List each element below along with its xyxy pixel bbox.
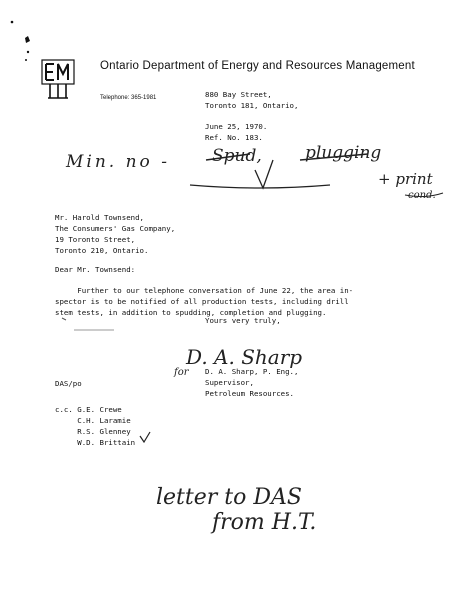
- handwritten-note-cond: cond.: [408, 190, 436, 201]
- closing: Yours very truly,: [205, 316, 281, 325]
- recipient-line-1: Mr. Harold Townsend,: [55, 213, 144, 222]
- handwritten-note-plugging: plugging: [305, 143, 382, 163]
- handwritten-note-min: Min. no -: [66, 152, 170, 172]
- body-line-2: spector is to be notified of all production tests, including drill: [55, 297, 349, 306]
- handwritten-bottom-line-1: letter to DAS: [156, 485, 302, 510]
- address-line-2: Toronto 181, Ontario,: [205, 101, 299, 110]
- handwritten-signature: D. A. Sharp: [186, 345, 303, 369]
- salutation: Dear Mr. Townsend:: [55, 265, 136, 274]
- signature-prefix: for: [174, 367, 189, 378]
- body-line-1: Further to our telephone conversation of June 22, the area in-: [55, 286, 354, 295]
- telephone: Telephone: 365-1981: [100, 95, 157, 101]
- address-line-1: 880 Bay Street,: [205, 90, 272, 99]
- body-line-3: stem tests, in addition to spudding, completion and plugging.: [55, 308, 327, 317]
- cc-line-1: c.c. G.E. Crewe: [55, 405, 122, 414]
- reference-number: Ref. No. 183.: [205, 133, 263, 142]
- typist-initials: DAS/po: [55, 379, 82, 388]
- signer-name: D. A. Sharp, P. Eng.,: [205, 367, 299, 376]
- recipient-line-2: The Consumers' Gas Company,: [55, 224, 176, 233]
- handwritten-bottom-line-2: from H.T.: [212, 510, 317, 535]
- recipient-line-3: 19 Toronto Street,: [55, 235, 136, 244]
- organization-name: Ontario Department of Energy and Resources Management: [100, 60, 415, 72]
- signer-title: Supervisor,: [205, 378, 254, 387]
- letter-date: June 25, 1970.: [205, 122, 268, 131]
- signer-department: Petroleum Resources.: [205, 389, 294, 398]
- cc-line-2: C.H. Laramie: [55, 416, 131, 425]
- handwritten-note-spud: Spud,: [212, 146, 262, 166]
- cc-line-3: R.S. Glenney: [55, 427, 131, 436]
- cc-line-4: W.D. Brittain: [55, 438, 136, 447]
- recipient-line-4: Toronto 210, Ontario.: [55, 246, 149, 255]
- handwritten-note-print: + print: [378, 170, 433, 188]
